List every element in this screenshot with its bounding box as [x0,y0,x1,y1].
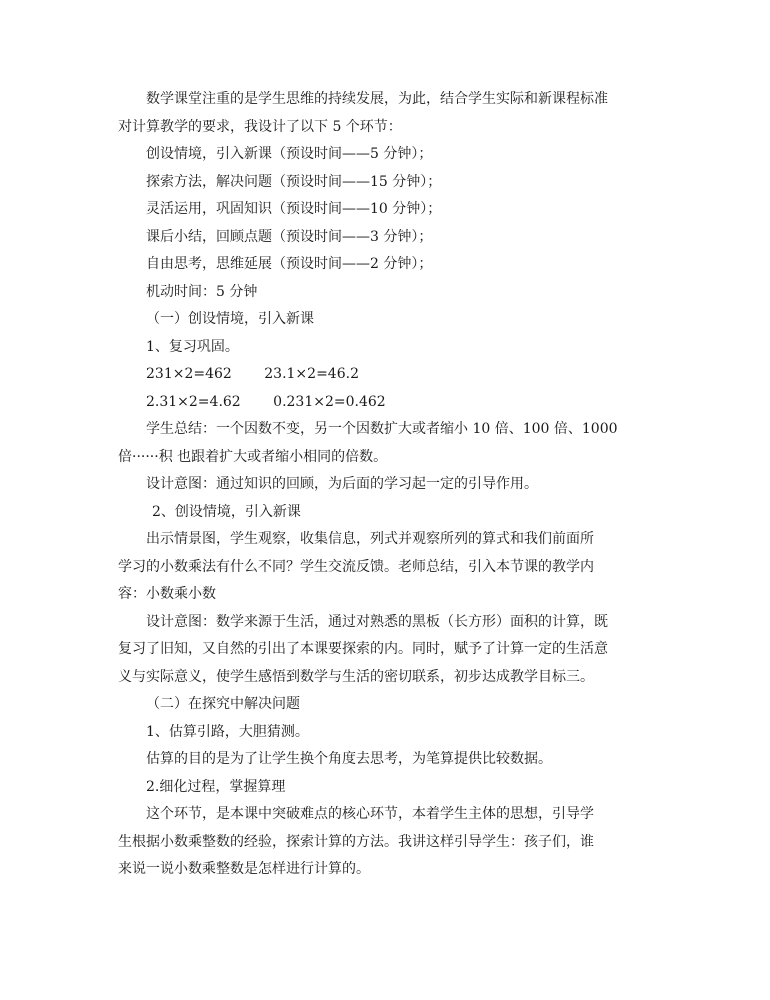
text-line: 2.细化过程，掌握算理 [146,778,286,795]
text-line: 231×2=462 23.1×2=46.2 [146,366,359,382]
text-line: 估算的目的是为了让学生换个角度去思考，为笔算提供比较数据。 [146,751,552,767]
text-line: 自由思考，思维延展（预设时间——2 分钟）； [146,256,433,272]
text-line: 出示情景图，学生观察，收集信息，列式并观察所列的算式和我们前面所 [146,531,594,547]
text-line: 1、复习巩固。 [146,338,239,355]
text-line: 对计算教学的要求，我设计了以下 5 个环节： [118,118,402,135]
text-line: 学习的小数乘法有什么不同？学生交流反馈。老师总结，引入本节课的教学内 [118,558,594,575]
text-line: 这个环节，是本课中突破难点的核心环节，本着学生主体的思想，引导学 [146,806,594,822]
text-line: 生根据小数乘整数的经验，探索计算的方法。我讲这样引导学生：孩子们，谁 [118,833,594,850]
text-line: 复习了旧知，又自然的引出了本课要探索的内。同时，赋予了计算一定的生活意 [118,641,608,657]
text-line: 设计意图：数学来源于生活，通过对熟悉的黑板（长方形）面积的计算，既 [146,613,608,630]
text-line: 2、创设情境，引入新课 [152,503,301,520]
text-line: 来说一说小数乘整数是怎样进行计算的。 [118,861,370,877]
text-line: 学生总结：一个因数不变，另一个因数扩大或者缩小 10 倍、100 倍、1000 [146,421,618,437]
text-line: 数学课堂注重的是学生思维的持续发展，为此，结合学生实际和新课程标准 [146,91,608,107]
text-line: （一）创设情境，引入新课 [146,311,314,327]
text-line: 灵活运用，巩固知识（预设时间——10 分钟）； [146,201,442,217]
text-line: 容：小数乘小数 [118,586,216,602]
text-line: 2.31×2=4.62 0.231×2=0.462 [146,393,386,410]
text-line: 创设情境，引入新课（预设时间——5 分钟）； [146,146,433,162]
text-line: 设计意图：通过知识的回顾，为后面的学习起一定的引导作用。 [146,476,538,492]
text-line: （二）在探究中解决问题 [146,696,300,712]
text-line: 探索方法，解决问题（预设时间——15 分钟）； [146,173,442,190]
text-line: 机动时间：5 分钟 [146,283,258,300]
document-page [118,86,658,884]
text-line: 义与实际意义，使学生感悟到数学与生活的密切联系，初步达成教学目标三。 [118,668,594,685]
text-line: 1、估算引路，大胆猜测。 [146,723,309,740]
text-line: 课后小结，回顾点题（预设时间——3 分钟）； [146,228,433,245]
text-line: 倍······积 也跟着扩大或者缩小相同的倍数。 [118,448,388,465]
